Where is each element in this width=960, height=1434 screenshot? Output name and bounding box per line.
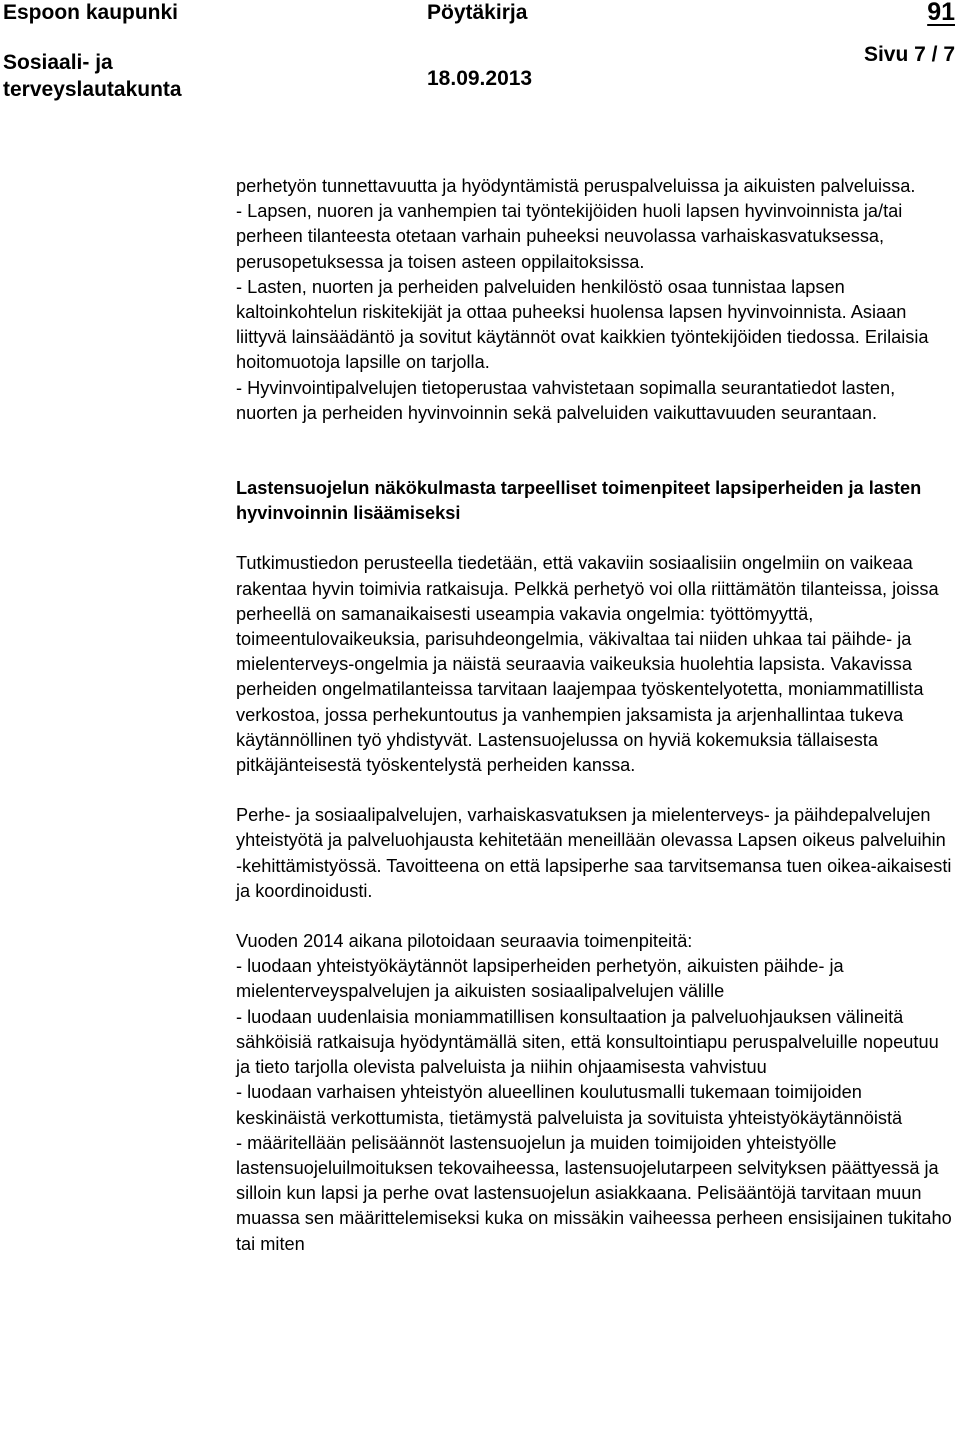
section-heading: Lastensuojelun näkökulmasta tarpeelliset toimenpiteet lapsiperheiden ja lasten hyvinvoinnin lisäämiseksi [236, 478, 922, 524]
document-body [236, 174, 956, 1257]
header-left [3, 0, 243, 103]
bullet-paragraph: - luodaan varhaisen yhteistyön alueellinen koulutusmalli tukemaan toimijoiden keskinäistä verkottumista, tietämystä palveluista ja sovituista yhteistyökäytännöistä [236, 1082, 903, 1128]
bullet-paragraph: - Hyvinvointipalvelujen tietoperustaa vahvistetaan sopimalla seurantatiedot lasten, nuorten ja perheiden hyvinvoinnin sekä palveluiden vaikuttavuuden seurantaan. [236, 377, 896, 423]
header-right [760, 0, 955, 67]
bullet-paragraph: - luodaan uudenlaisia moniammatillisen konsultaation ja palveluohjauksen välineitä sähköisiä ratkaisuja hyödyntämällä siten, että konsultointiapu peruspalveluille nopeutuu ja tieto tarjolla olevista palveluista ja niihin ohjaamisesta vahvistuu [236, 1006, 939, 1078]
meeting-date: 18.09.2013 [427, 67, 533, 90]
paragraph: Tutkimustiedon perusteella tiedetään, että vakaviin sosiaalisiin ongelmiin on vaikeaa rakentaa hyvin toimivia ratkaisuja. Pelkkä perhetyö voi olla riittämätön tilanteissa, joissa perheellä on samanaikaisesti useampia vakavia ongelmia: työttömyyttä, toimeentulovaikeuksia, parisuhdeongelmia, väkivaltaa tai niiden uhkaa tai päihde- ja mielenterveys-ongelmia ja näistä seuraavia vaikeuksia huolehtia lapsista. Vakavissa perheiden ongelmatilanteissa tarvitaan laajempaa työskentelyotetta, moniammatillista verkostoa, jossa perhekuntoutus ja vanhempien jaksamista ja arjenhallintaa tukeva käytännöllinen työ yhdistyvät. Lastensuojelussa on hyviä kokemuksia tällaisesta pitkäjänteisestä työskentelystä perheiden kanssa. [236, 553, 939, 776]
document-type: Pöytäkirja [427, 1, 528, 24]
committee-name: Sosiaali- ja terveyslautakunta [3, 51, 182, 101]
bullet-paragraph: - Lapsen, nuoren ja vanhempien tai työntekijöiden huoli lapsen hyvinvoinnista ja/tai perheen tilanteesta otetaan varhain puheeksi neuvolassa varhaiskasvatuksessa, perusopetuksessa ja toisen asteen oppilaitoksissa. [236, 201, 903, 272]
organization-name: Espoon kaupunki [3, 1, 179, 24]
bullet-paragraph: - luodaan yhteistyökäytännöt lapsiperheiden perhetyön, aikuisten päihde- ja mielenterveyspalvelujen ja aikuisten sosiaalipalvelujen välille [236, 956, 844, 1002]
spacer [236, 526, 956, 551]
spacer [236, 904, 956, 929]
paragraph: Vuoden 2014 aikana pilotoidaan seuraavia toimenpiteitä: [236, 931, 693, 952]
header-center [427, 0, 607, 91]
spacer [236, 778, 956, 803]
spacer [236, 426, 956, 476]
page-indicator: Sivu 7 / 7 [863, 43, 955, 66]
bullet-paragraph: - Lasten, nuorten ja perheiden palveluiden henkilöstö osaa tunnistaa lapsen kaltoinkohtelun riskitekijät ja ottaa puheeksi huolensa lapsen hyvinvoinnista. Asiaan liittyvä lainsäädäntö ja sovitut käytännöt ovat kaikkien työntekijöiden tiedossa. Erilaisia hoitomuotoja lapsille on tarjolla. [236, 276, 929, 373]
document-header [0, 0, 960, 101]
section-number: 91 [927, 0, 955, 26]
paragraph: Perhe- ja sosiaalipalvelujen, varhaiskasvatuksen ja mielenterveys- ja päihdepalvelujen yhteistyötä ja palveluohjausta kehitetään meneillään olevassa Lapsen oikeus palveluihin -kehittämistyössä. Tavoitteena on että lapsiperhe saa tarvitsemansa tuen oikea-aikaisesti ja koordinoidusti. [236, 805, 952, 901]
bullet-paragraph: - määritellään pelisäännöt lastensuojelun ja muiden toimijoiden yhteistyölle lastensuojeluilmoituksen tekovaiheessa, lastensuojelutarpeen selvityksen päättyessä ja silloin kun lapsi ja perhe ovat lastensuojelun asiakkaana. Pelisääntöjä tarvitaan muun muassa sen määrittelemiseksi kuka on missäkin vaiheessa perheen ensisijainen tukitaho tai miten [236, 1132, 952, 1254]
paragraph: perhetyön tunnettavuutta ja hyödyntämistä peruspalveluissa ja aikuisten palveluissa. [236, 176, 916, 196]
